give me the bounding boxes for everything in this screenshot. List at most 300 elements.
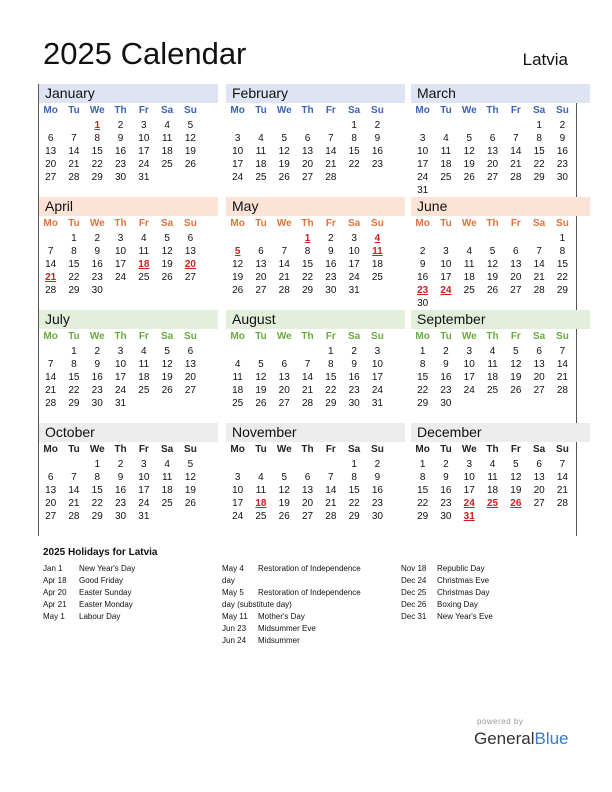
day-cell[interactable]: 20 xyxy=(255,272,267,283)
day-cell[interactable]: 7 xyxy=(328,472,334,483)
day-cell[interactable]: 11 xyxy=(161,133,173,144)
day-cell[interactable]: 18 xyxy=(440,159,452,170)
day-cell[interactable]: 16 xyxy=(114,485,127,496)
day-cell[interactable]: 9 xyxy=(419,259,426,270)
day-cell[interactable]: 24 xyxy=(138,498,150,509)
day-cell[interactable]: 5 xyxy=(281,133,288,144)
day-cell[interactable]: 19 xyxy=(255,385,267,396)
day-cell[interactable]: 29 xyxy=(533,172,545,183)
holiday-date[interactable]: 26 xyxy=(510,498,522,509)
day-cell[interactable]: 1 xyxy=(351,459,357,470)
day-cell[interactable]: 18 xyxy=(463,272,475,283)
day-cell[interactable]: 10 xyxy=(232,146,244,157)
day-cell[interactable]: 13 xyxy=(533,472,545,483)
day-cell[interactable]: 8 xyxy=(536,133,542,144)
holiday-date[interactable]: 25 xyxy=(486,498,499,509)
day-cell[interactable]: 8 xyxy=(419,359,426,370)
day-cell[interactable]: 3 xyxy=(419,133,426,144)
day-cell[interactable]: 12 xyxy=(255,372,267,383)
day-cell[interactable]: 16 xyxy=(371,146,383,157)
day-cell[interactable]: 18 xyxy=(255,159,267,170)
day-cell[interactable]: 28 xyxy=(556,498,568,509)
day-cell[interactable]: 14 xyxy=(325,485,337,496)
day-cell[interactable]: 1 xyxy=(351,120,357,131)
day-cell[interactable]: 25 xyxy=(440,172,452,183)
day-cell[interactable]: 5 xyxy=(164,233,170,244)
day-cell[interactable]: 28 xyxy=(278,285,290,296)
day-cell[interactable]: 24 xyxy=(138,159,150,170)
day-cell[interactable]: 18 xyxy=(161,485,173,496)
day-cell[interactable]: 6 xyxy=(258,246,264,257)
day-cell[interactable]: 29 xyxy=(325,398,337,409)
day-cell[interactable]: 6 xyxy=(513,246,519,257)
day-cell[interactable]: 19 xyxy=(278,498,290,509)
holiday-date[interactable]: 5 xyxy=(234,246,241,257)
day-cell[interactable]: 24 xyxy=(232,172,244,183)
day-cell[interactable]: 30 xyxy=(325,285,337,296)
day-cell[interactable]: 6 xyxy=(187,346,194,357)
day-cell[interactable]: 2 xyxy=(443,459,449,470)
day-cell[interactable]: 9 xyxy=(443,359,449,370)
day-cell[interactable]: 21 xyxy=(556,485,568,496)
day-cell[interactable]: 29 xyxy=(68,398,80,409)
day-cell[interactable]: 22 xyxy=(348,498,360,509)
day-cell[interactable]: 22 xyxy=(68,272,80,283)
day-cell[interactable]: 24 xyxy=(348,272,360,283)
day-cell[interactable]: 19 xyxy=(161,259,173,270)
day-cell[interactable]: 23 xyxy=(371,159,383,170)
day-cell[interactable]: 19 xyxy=(232,272,244,283)
day-cell[interactable]: 21 xyxy=(301,385,314,396)
day-cell[interactable]: 28 xyxy=(325,511,337,522)
day-cell[interactable]: 8 xyxy=(328,359,334,370)
day-cell[interactable]: 14 xyxy=(278,259,290,270)
day-cell[interactable]: 17 xyxy=(114,372,127,383)
day-cell[interactable]: 26 xyxy=(232,285,244,296)
day-cell[interactable]: 19 xyxy=(161,372,173,383)
day-cell[interactable]: 20 xyxy=(184,372,196,383)
day-cell[interactable]: 26 xyxy=(486,285,499,296)
day-cell[interactable]: 5 xyxy=(258,359,264,370)
day-cell[interactable]: 16 xyxy=(114,146,127,157)
day-cell[interactable]: 29 xyxy=(556,285,568,296)
day-cell[interactable]: 27 xyxy=(255,285,267,296)
day-cell[interactable]: 14 xyxy=(533,259,545,270)
day-cell[interactable]: 19 xyxy=(184,146,196,157)
day-cell[interactable]: 23 xyxy=(114,159,127,170)
day-cell[interactable]: 17 xyxy=(232,498,244,509)
day-cell[interactable]: 10 xyxy=(232,485,244,496)
day-cell[interactable]: 15 xyxy=(301,259,314,270)
day-cell[interactable]: 1 xyxy=(71,233,77,244)
day-cell[interactable]: 19 xyxy=(510,372,522,383)
day-cell[interactable]: 22 xyxy=(325,385,337,396)
day-cell[interactable]: 20 xyxy=(486,159,499,170)
day-cell[interactable]: 9 xyxy=(351,359,357,370)
day-cell[interactable]: 13 xyxy=(45,146,57,157)
day-cell[interactable]: 10 xyxy=(463,359,475,370)
day-cell[interactable]: 26 xyxy=(184,159,196,170)
day-cell[interactable]: 6 xyxy=(47,472,54,483)
day-cell[interactable]: 6 xyxy=(304,472,311,483)
day-cell[interactable]: 11 xyxy=(161,472,173,483)
day-cell[interactable]: 7 xyxy=(47,246,54,257)
day-cell[interactable]: 29 xyxy=(91,172,103,183)
day-cell[interactable]: 3 xyxy=(117,346,124,357)
day-cell[interactable]: 15 xyxy=(91,485,103,496)
day-cell[interactable]: 12 xyxy=(510,359,522,370)
day-cell[interactable]: 19 xyxy=(278,159,290,170)
day-cell[interactable]: 7 xyxy=(304,359,311,370)
day-cell[interactable]: 24 xyxy=(232,511,244,522)
day-cell[interactable]: 2 xyxy=(443,346,449,357)
day-cell[interactable]: 18 xyxy=(138,372,150,383)
day-cell[interactable]: 11 xyxy=(138,359,150,370)
day-cell[interactable]: 13 xyxy=(301,146,314,157)
day-cell[interactable]: 4 xyxy=(164,459,170,470)
day-cell[interactable]: 7 xyxy=(328,133,334,144)
day-cell[interactable]: 13 xyxy=(486,146,499,157)
day-cell[interactable]: 25 xyxy=(371,272,383,283)
day-cell[interactable]: 11 xyxy=(440,146,452,157)
day-cell[interactable]: 17 xyxy=(440,272,452,283)
day-cell[interactable]: 16 xyxy=(440,372,452,383)
day-cell[interactable]: 14 xyxy=(556,359,568,370)
day-cell[interactable]: 17 xyxy=(463,485,475,496)
day-cell[interactable]: 18 xyxy=(161,146,173,157)
day-cell[interactable]: 14 xyxy=(301,372,314,383)
day-cell[interactable]: 27 xyxy=(533,498,545,509)
day-cell[interactable]: 23 xyxy=(91,272,103,283)
day-cell[interactable]: 8 xyxy=(351,472,357,483)
day-cell[interactable]: 27 xyxy=(301,511,314,522)
day-cell[interactable]: 23 xyxy=(556,159,568,170)
day-cell[interactable]: 26 xyxy=(184,498,196,509)
day-cell[interactable]: 1 xyxy=(536,120,542,131)
day-cell[interactable]: 3 xyxy=(466,459,473,470)
day-cell[interactable]: 17 xyxy=(138,146,150,157)
day-cell[interactable]: 5 xyxy=(187,120,194,131)
day-cell[interactable]: 23 xyxy=(348,385,360,396)
day-cell[interactable]: 31 xyxy=(114,398,127,409)
day-cell[interactable]: 20 xyxy=(45,159,57,170)
day-cell[interactable]: 12 xyxy=(278,146,290,157)
day-cell[interactable]: 2 xyxy=(328,233,334,244)
day-cell[interactable]: 27 xyxy=(510,285,522,296)
day-cell[interactable]: 7 xyxy=(559,346,566,357)
day-cell[interactable]: 21 xyxy=(556,372,568,383)
day-cell[interactable]: 14 xyxy=(68,146,80,157)
day-cell[interactable]: 23 xyxy=(440,498,452,509)
day-cell[interactable]: 11 xyxy=(464,259,475,270)
day-cell[interactable]: 9 xyxy=(374,472,381,483)
day-cell[interactable]: 24 xyxy=(417,172,429,183)
day-cell[interactable]: 26 xyxy=(463,172,475,183)
day-cell[interactable]: 19 xyxy=(510,485,522,496)
day-cell[interactable]: 11 xyxy=(255,485,267,496)
day-cell[interactable]: 8 xyxy=(71,359,77,370)
holiday-date[interactable]: 31 xyxy=(463,511,475,522)
day-cell[interactable]: 12 xyxy=(184,133,196,144)
day-cell[interactable]: 15 xyxy=(417,372,429,383)
day-cell[interactable]: 15 xyxy=(533,146,545,157)
day-cell[interactable]: 6 xyxy=(536,346,542,357)
holiday-date[interactable]: 24 xyxy=(463,498,475,509)
day-cell[interactable]: 30 xyxy=(556,172,568,183)
day-cell[interactable]: 21 xyxy=(68,498,80,509)
day-cell[interactable]: 15 xyxy=(91,146,103,157)
holiday-date[interactable]: 21 xyxy=(45,272,57,283)
day-cell[interactable]: 1 xyxy=(559,233,566,244)
day-cell[interactable]: 8 xyxy=(94,133,101,144)
day-cell[interactable]: 22 xyxy=(91,159,103,170)
day-cell[interactable]: 28 xyxy=(68,172,80,183)
day-cell[interactable]: 5 xyxy=(466,133,473,144)
day-cell[interactable]: 9 xyxy=(374,133,381,144)
holiday-date[interactable]: 11 xyxy=(372,246,383,257)
day-cell[interactable]: 11 xyxy=(487,359,498,370)
day-cell[interactable]: 11 xyxy=(138,246,150,257)
day-cell[interactable]: 25 xyxy=(255,172,267,183)
day-cell[interactable]: 25 xyxy=(138,272,150,283)
day-cell[interactable]: 26 xyxy=(161,272,173,283)
day-cell[interactable]: 22 xyxy=(91,498,103,509)
day-cell[interactable]: 7 xyxy=(559,459,566,470)
day-cell[interactable]: 16 xyxy=(91,259,103,270)
day-cell[interactable]: 1 xyxy=(419,346,426,357)
day-cell[interactable]: 31 xyxy=(138,511,150,522)
day-cell[interactable]: 16 xyxy=(440,485,452,496)
day-cell[interactable]: 11 xyxy=(232,372,243,383)
day-cell[interactable]: 4 xyxy=(443,133,449,144)
day-cell[interactable]: 29 xyxy=(348,511,360,522)
day-cell[interactable]: 4 xyxy=(234,359,241,370)
day-cell[interactable]: 9 xyxy=(94,359,101,370)
day-cell[interactable]: 10 xyxy=(348,246,360,257)
day-cell[interactable]: 26 xyxy=(510,385,522,396)
day-cell[interactable]: 9 xyxy=(94,246,101,257)
day-cell[interactable]: 4 xyxy=(258,133,264,144)
day-cell[interactable]: 24 xyxy=(463,385,475,396)
day-cell[interactable]: 21 xyxy=(45,385,57,396)
day-cell[interactable]: 20 xyxy=(45,498,57,509)
day-cell[interactable]: 9 xyxy=(328,246,334,257)
day-cell[interactable]: 18 xyxy=(486,372,499,383)
day-cell[interactable]: 27 xyxy=(45,172,57,183)
day-cell[interactable]: 16 xyxy=(348,372,360,383)
day-cell[interactable]: 17 xyxy=(138,485,150,496)
day-cell[interactable]: 4 xyxy=(489,346,496,357)
day-cell[interactable]: 22 xyxy=(68,385,80,396)
day-cell[interactable]: 3 xyxy=(374,346,381,357)
day-cell[interactable]: 22 xyxy=(533,159,545,170)
day-cell[interactable]: 30 xyxy=(417,298,429,309)
day-cell[interactable]: 9 xyxy=(559,133,566,144)
day-cell[interactable]: 8 xyxy=(351,133,357,144)
day-cell[interactable]: 9 xyxy=(117,472,124,483)
day-cell[interactable]: 6 xyxy=(47,133,54,144)
holiday-date[interactable]: 1 xyxy=(94,120,101,131)
day-cell[interactable]: 28 xyxy=(510,172,522,183)
day-cell[interactable]: 25 xyxy=(138,385,150,396)
day-cell[interactable]: 2 xyxy=(94,346,101,357)
day-cell[interactable]: 13 xyxy=(255,259,267,270)
day-cell[interactable]: 13 xyxy=(45,485,57,496)
day-cell[interactable]: 17 xyxy=(371,372,383,383)
holiday-date[interactable]: 4 xyxy=(374,233,381,244)
day-cell[interactable]: 2 xyxy=(117,459,124,470)
day-cell[interactable]: 10 xyxy=(114,246,127,257)
day-cell[interactable]: 21 xyxy=(510,159,522,170)
day-cell[interactable]: 4 xyxy=(141,233,147,244)
day-cell[interactable]: 8 xyxy=(304,246,311,257)
day-cell[interactable]: 12 xyxy=(161,359,173,370)
day-cell[interactable]: 17 xyxy=(232,159,244,170)
day-cell[interactable]: 2 xyxy=(374,459,381,470)
day-cell[interactable]: 3 xyxy=(234,472,241,483)
day-cell[interactable]: 16 xyxy=(556,146,568,157)
day-cell[interactable]: 6 xyxy=(536,459,542,470)
day-cell[interactable]: 8 xyxy=(71,246,77,257)
day-cell[interactable]: 30 xyxy=(348,398,360,409)
day-cell[interactable]: 1 xyxy=(71,346,77,357)
day-cell[interactable]: 2 xyxy=(419,246,426,257)
day-cell[interactable]: 22 xyxy=(417,385,429,396)
day-cell[interactable]: 27 xyxy=(184,272,196,283)
day-cell[interactable]: 20 xyxy=(533,485,545,496)
day-cell[interactable]: 18 xyxy=(232,385,244,396)
day-cell[interactable]: 21 xyxy=(278,272,290,283)
day-cell[interactable]: 13 xyxy=(533,359,545,370)
day-cell[interactable]: 30 xyxy=(440,511,452,522)
day-cell[interactable]: 14 xyxy=(556,472,568,483)
day-cell[interactable]: 15 xyxy=(348,485,360,496)
day-cell[interactable]: 13 xyxy=(184,246,196,257)
day-cell[interactable]: 24 xyxy=(114,385,127,396)
day-cell[interactable]: 20 xyxy=(278,385,290,396)
day-cell[interactable]: 17 xyxy=(348,259,360,270)
day-cell[interactable]: 6 xyxy=(304,133,311,144)
day-cell[interactable]: 10 xyxy=(138,472,150,483)
day-cell[interactable]: 4 xyxy=(258,472,264,483)
day-cell[interactable]: 29 xyxy=(301,285,314,296)
day-cell[interactable]: 10 xyxy=(114,359,127,370)
day-cell[interactable]: 31 xyxy=(348,285,360,296)
day-cell[interactable]: 23 xyxy=(114,498,127,509)
day-cell[interactable]: 26 xyxy=(255,398,267,409)
day-cell[interactable]: 4 xyxy=(489,459,496,470)
day-cell[interactable]: 29 xyxy=(417,398,429,409)
day-cell[interactable]: 9 xyxy=(117,133,124,144)
day-cell[interactable]: 2 xyxy=(117,120,124,131)
day-cell[interactable]: 3 xyxy=(466,346,473,357)
day-cell[interactable]: 12 xyxy=(161,246,173,257)
day-cell[interactable]: 3 xyxy=(351,233,357,244)
day-cell[interactable]: 15 xyxy=(68,259,80,270)
day-cell[interactable]: 3 xyxy=(234,133,241,144)
day-cell[interactable]: 6 xyxy=(187,233,194,244)
day-cell[interactable]: 23 xyxy=(325,272,337,283)
day-cell[interactable]: 28 xyxy=(45,398,57,409)
day-cell[interactable]: 30 xyxy=(91,285,103,296)
day-cell[interactable]: 8 xyxy=(419,472,426,483)
day-cell[interactable]: 7 xyxy=(71,133,77,144)
day-cell[interactable]: 4 xyxy=(164,120,170,131)
day-cell[interactable]: 19 xyxy=(463,159,475,170)
day-cell[interactable]: 30 xyxy=(440,398,452,409)
day-cell[interactable]: 1 xyxy=(328,346,334,357)
day-cell[interactable]: 25 xyxy=(486,385,499,396)
day-cell[interactable]: 14 xyxy=(510,146,522,157)
day-cell[interactable]: 4 xyxy=(466,246,473,257)
day-cell[interactable]: 25 xyxy=(463,285,475,296)
day-cell[interactable]: 30 xyxy=(114,511,127,522)
day-cell[interactable]: 3 xyxy=(141,459,147,470)
day-cell[interactable]: 15 xyxy=(325,372,337,383)
day-cell[interactable]: 8 xyxy=(94,472,101,483)
day-cell[interactable]: 11 xyxy=(487,472,498,483)
day-cell[interactable]: 25 xyxy=(255,511,267,522)
day-cell[interactable]: 21 xyxy=(533,272,545,283)
day-cell[interactable]: 31 xyxy=(417,185,429,196)
day-cell[interactable]: 10 xyxy=(463,472,475,483)
day-cell[interactable]: 18 xyxy=(371,259,383,270)
day-cell[interactable]: 1 xyxy=(94,459,101,470)
day-cell[interactable]: 28 xyxy=(45,285,57,296)
day-cell[interactable]: 24 xyxy=(371,385,383,396)
day-cell[interactable]: 5 xyxy=(164,346,170,357)
day-cell[interactable]: 5 xyxy=(513,459,519,470)
holiday-date[interactable]: 18 xyxy=(138,259,150,270)
day-cell[interactable]: 23 xyxy=(440,385,452,396)
day-cell[interactable]: 29 xyxy=(68,285,80,296)
day-cell[interactable]: 14 xyxy=(325,146,337,157)
day-cell[interactable]: 16 xyxy=(325,259,337,270)
generalblue-logo[interactable] xyxy=(474,729,569,749)
day-cell[interactable]: 25 xyxy=(232,398,244,409)
day-cell[interactable]: 28 xyxy=(556,385,568,396)
day-cell[interactable]: 29 xyxy=(91,511,103,522)
day-cell[interactable]: 2 xyxy=(351,346,357,357)
day-cell[interactable]: 21 xyxy=(325,159,337,170)
day-cell[interactable]: 30 xyxy=(371,511,383,522)
day-cell[interactable]: 23 xyxy=(371,498,383,509)
day-cell[interactable]: 22 xyxy=(417,498,429,509)
day-cell[interactable]: 6 xyxy=(281,359,288,370)
day-cell[interactable]: 22 xyxy=(556,272,568,283)
day-cell[interactable]: 31 xyxy=(138,172,150,183)
day-cell[interactable]: 7 xyxy=(281,246,288,257)
day-cell[interactable]: 7 xyxy=(536,246,542,257)
day-cell[interactable]: 17 xyxy=(114,259,127,270)
day-cell[interactable]: 21 xyxy=(68,159,80,170)
day-cell[interactable]: 23 xyxy=(91,385,103,396)
day-cell[interactable]: 13 xyxy=(278,372,290,383)
day-cell[interactable]: 28 xyxy=(533,285,545,296)
day-cell[interactable]: 27 xyxy=(486,172,499,183)
day-cell[interactable]: 5 xyxy=(281,472,288,483)
day-cell[interactable]: 12 xyxy=(510,472,522,483)
holiday-date[interactable]: 24 xyxy=(440,285,452,296)
day-cell[interactable]: 28 xyxy=(301,398,314,409)
day-cell[interactable]: 26 xyxy=(278,172,290,183)
day-cell[interactable]: 17 xyxy=(417,159,429,170)
day-cell[interactable]: 22 xyxy=(348,159,360,170)
day-cell[interactable]: 2 xyxy=(374,120,381,131)
day-cell[interactable]: 6 xyxy=(489,133,496,144)
day-cell[interactable]: 10 xyxy=(440,259,452,270)
day-cell[interactable]: 15 xyxy=(417,485,429,496)
